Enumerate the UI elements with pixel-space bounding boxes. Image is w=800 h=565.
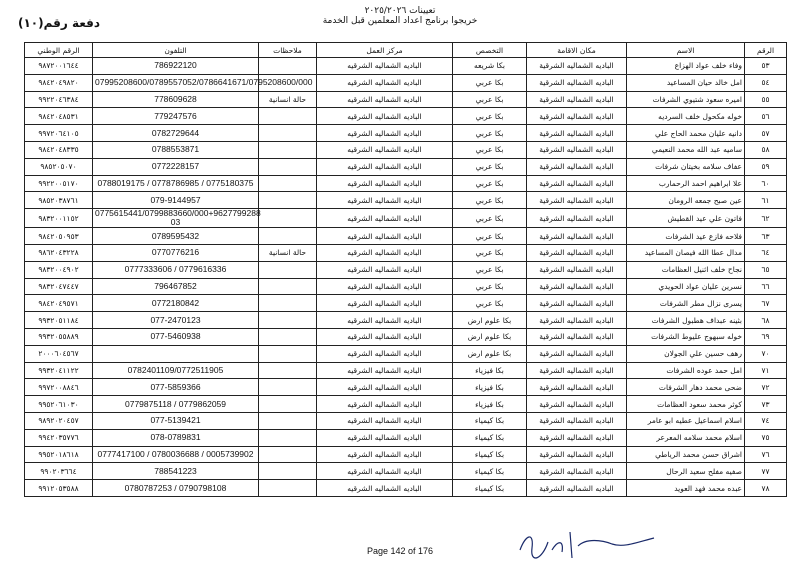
cell-num: ٥٩ <box>745 158 787 175</box>
cell-residence: الباديه الشماليه الشرقية <box>527 74 627 91</box>
cell-work: الباديه الشماليه الشرقيه <box>317 209 453 228</box>
cell-national: ٩٨٥٢٠٣٨٧٦١ <box>25 192 93 209</box>
table-row <box>25 312 787 329</box>
cell-work: الباديه الشماليه الشرقيه <box>317 158 453 175</box>
cell-residence: الباديه الشماليه الشرقية <box>527 228 627 245</box>
signature-icon <box>512 520 662 564</box>
cell-phone <box>93 345 259 362</box>
cell-national: ٩٨٤٢٠٤٨٣٣٥ <box>25 141 93 158</box>
cell-notes <box>259 446 317 463</box>
cell-notes <box>259 125 317 142</box>
table-row <box>25 396 787 413</box>
table-row <box>25 429 787 446</box>
cell-notes <box>259 175 317 192</box>
cell-name: فاتون علي عيد القطيش <box>627 209 745 228</box>
cell-work: الباديه الشماليه الشرقيه <box>317 261 453 278</box>
cell-spec: بكا عربي <box>453 175 527 192</box>
cell-num: ٧٦ <box>745 446 787 463</box>
cell-residence: الباديه الشماليه الشرقية <box>527 396 627 413</box>
cell-name: دانيه عليان محمد الحاج علي <box>627 125 745 142</box>
cell-phone: 0788019175 / 0778786985 / 0775180375 <box>93 175 259 192</box>
cell-name: ضحى محمد دهار الشرفات <box>627 379 745 396</box>
cell-work: الباديه الشماليه الشرقيه <box>317 108 453 125</box>
document-header <box>0 6 800 26</box>
cell-work: الباديه الشماليه الشرقيه <box>317 175 453 192</box>
cell-notes: حالة انسانية <box>259 91 317 108</box>
cell-spec: بكا عربي <box>453 108 527 125</box>
cell-phone: 0779875118 / 0779862059 <box>93 396 259 413</box>
table-row <box>25 158 787 175</box>
cell-name: رهف حسين علي الجولان <box>627 345 745 362</box>
cell-notes <box>259 141 317 158</box>
cell-spec: بكا كيمياء <box>453 446 527 463</box>
table-row <box>25 192 787 209</box>
cell-national: ٩٨٤٢٠٤٩٥٧١ <box>25 295 93 312</box>
cell-spec: بكا عربي <box>453 91 527 108</box>
cell-notes <box>259 312 317 329</box>
cell-spec: بكا عربي <box>453 295 527 312</box>
cell-phone: 077-2470123 <box>93 312 259 329</box>
cell-residence: الباديه الشماليه الشرقية <box>527 295 627 312</box>
col-header-num: الرقم <box>745 43 787 58</box>
cell-notes <box>259 261 317 278</box>
cell-phone: 0782401109/0772511905 <box>93 362 259 379</box>
cell-national: ٩٨٣٢٠٤٧٤٤٧ <box>25 278 93 295</box>
cell-phone: 779247576 <box>93 108 259 125</box>
cell-work: الباديه الشماليه الشرقيه <box>317 463 453 480</box>
cell-phone: 796467852 <box>93 278 259 295</box>
cell-phone: 077-5460938 <box>93 328 259 345</box>
cell-spec: بكا فيزياء <box>453 362 527 379</box>
cell-notes <box>259 480 317 497</box>
header-line-2: خريجوا برنامج اعداد المعلمين قبل الخدمة <box>322 16 478 26</box>
cell-residence: الباديه الشماليه الشرقية <box>527 244 627 261</box>
cell-national: ٩٩٠٢٠٣٦٦٤ <box>25 463 93 480</box>
cell-num: ٥٤ <box>745 74 787 91</box>
table-row <box>25 261 787 278</box>
cell-national: ٩٨٦٢٠٤٣٢٢٨ <box>25 244 93 261</box>
cell-residence: الباديه الشماليه الشرقية <box>527 429 627 446</box>
cell-name: نجاح خلف اثنيل العظامات <box>627 261 745 278</box>
cell-num: ٧٧ <box>745 463 787 480</box>
cell-spec: بكا كيمياء <box>453 480 527 497</box>
cell-num: ٦٥ <box>745 261 787 278</box>
cell-num: ٧٣ <box>745 396 787 413</box>
cell-num: ٥٥ <box>745 91 787 108</box>
cell-national: ٢٠٠٠٦٠٤٥٦٧ <box>25 345 93 362</box>
cell-notes <box>259 209 317 228</box>
table-row <box>25 244 787 261</box>
cell-phone: 0782729644 <box>93 125 259 142</box>
cell-work: الباديه الشماليه الشرقيه <box>317 446 453 463</box>
cell-name: عفاف سلامه بخيتان شرفات <box>627 158 745 175</box>
cell-num: ٦١ <box>745 192 787 209</box>
cell-phone: 077-5139421 <box>93 412 259 429</box>
cell-residence: الباديه الشماليه الشرقية <box>527 345 627 362</box>
cell-residence: الباديه الشماليه الشرقية <box>527 108 627 125</box>
cell-national: ٩٩٥٢٠٦١٠٣٠ <box>25 396 93 413</box>
cell-national: ٩٨٣٢٠٠٤٩٠٢ <box>25 261 93 278</box>
cell-national: ٩٨٥٢٠٥٠٧٠ <box>25 158 93 175</box>
cell-residence: الباديه الشماليه الشرقية <box>527 141 627 158</box>
cell-work: الباديه الشماليه الشرقيه <box>317 91 453 108</box>
cell-name: وفاء خلف عواد الهزاع <box>627 58 745 75</box>
cell-notes <box>259 158 317 175</box>
cell-notes <box>259 228 317 245</box>
table-row <box>25 480 787 497</box>
cell-national: ٩٩٧٢٠٠٨٨٤٦ <box>25 379 93 396</box>
cell-phone: 788541223 <box>93 463 259 480</box>
cell-spec: بكا فيزياء <box>453 396 527 413</box>
table-row <box>25 328 787 345</box>
cell-national: ٩٩٥٢٠١٨٦١٨ <box>25 446 93 463</box>
cell-national: ٩٩٣٢٠٤١١٢٢ <box>25 362 93 379</box>
cell-name: عين صبح جمعه الرومان <box>627 192 745 209</box>
cell-work: الباديه الشماليه الشرقيه <box>317 412 453 429</box>
cell-name: كوثر محمد سعود العظامات <box>627 396 745 413</box>
cell-notes <box>259 328 317 345</box>
cell-name: صفيه مفلح سعيد الرحال <box>627 463 745 480</box>
cell-notes <box>259 396 317 413</box>
table-row <box>25 91 787 108</box>
cell-name: خوله مكحول خلف السرديه <box>627 108 745 125</box>
cell-notes <box>259 295 317 312</box>
cell-name: مدال عطا الله فيصان المساعيد <box>627 244 745 261</box>
cell-notes <box>259 379 317 396</box>
cell-residence: الباديه الشماليه الشرقية <box>527 412 627 429</box>
cell-num: ٥٣ <box>745 58 787 75</box>
table-row <box>25 58 787 75</box>
table-row <box>25 295 787 312</box>
cell-num: ٧٢ <box>745 379 787 396</box>
cell-phone: 0780787253 / 0790798108 <box>93 480 259 497</box>
cell-national: ٩٨٤٢٠٥٠٩٥٣ <box>25 228 93 245</box>
cell-spec: بكا علوم ارض <box>453 345 527 362</box>
table-row <box>25 362 787 379</box>
table-row <box>25 125 787 142</box>
cell-residence: الباديه الشماليه الشرقية <box>527 379 627 396</box>
cell-residence: الباديه الشماليه الشرقية <box>527 328 627 345</box>
cell-spec: بكا علوم ارض <box>453 312 527 329</box>
cell-work: الباديه الشماليه الشرقيه <box>317 141 453 158</box>
cell-phone: 0777333606 / 0779616336 <box>93 261 259 278</box>
cell-name: امل حمد عوده الشرفات <box>627 362 745 379</box>
table-row <box>25 463 787 480</box>
table-row <box>25 345 787 362</box>
cell-phone: 077-5859366 <box>93 379 259 396</box>
cell-phone: 0770776216 <box>93 244 259 261</box>
cell-spec: بكا علوم ارض <box>453 328 527 345</box>
cell-num: ٧٤ <box>745 412 787 429</box>
cell-residence: الباديه الشماليه الشرقية <box>527 175 627 192</box>
cell-national: ٩٩٣٢٠٥١١٨٤ <box>25 312 93 329</box>
cell-spec: بكا فيزياء <box>453 379 527 396</box>
cell-residence: الباديه الشماليه الشرقية <box>527 278 627 295</box>
cell-work: الباديه الشماليه الشرقيه <box>317 480 453 497</box>
cell-national: ٩٩٢٢٠٠٥١٧٠ <box>25 175 93 192</box>
cell-notes <box>259 278 317 295</box>
table-row <box>25 278 787 295</box>
cell-national: ٩٩٢٢٠٤٦٣٨٤ <box>25 91 93 108</box>
cell-phone: 078-0789831 <box>93 429 259 446</box>
cell-spec: بكا عربي <box>453 192 527 209</box>
cell-residence: الباديه الشماليه الشرقية <box>527 480 627 497</box>
cell-name: اسلام اسماعيل عطيه ابو عامر <box>627 412 745 429</box>
cell-residence: الباديه الشماليه الشرقية <box>527 58 627 75</box>
cell-phone: 079-9144957 <box>93 192 259 209</box>
cell-phone: 07995208600/0789557052/0786641671/0795208600/000 <box>93 74 259 91</box>
table-header-row <box>25 43 787 58</box>
cell-national: ٩٨٤٢٠٤٨٥٣١ <box>25 108 93 125</box>
cell-phone: 0788553871 <box>93 141 259 158</box>
cell-spec: بكا كيمياء <box>453 429 527 446</box>
cell-num: ٦٢ <box>745 209 787 228</box>
table-row <box>25 228 787 245</box>
cell-work: الباديه الشماليه الشرقيه <box>317 244 453 261</box>
cell-work: الباديه الشماليه الشرقيه <box>317 58 453 75</box>
cell-notes <box>259 412 317 429</box>
cell-name: فلاحه فازع عيد الشرفات <box>627 228 745 245</box>
cell-work: الباديه الشماليه الشرقيه <box>317 278 453 295</box>
cell-num: ٦٧ <box>745 295 787 312</box>
cell-spec: بكا كيمياء <box>453 463 527 480</box>
cell-spec: بكا عربي <box>453 261 527 278</box>
cell-name: نسرين عليان عواد الحويدي <box>627 278 745 295</box>
table-body <box>25 58 787 497</box>
cell-num: ٥٨ <box>745 141 787 158</box>
cell-num: ٦٣ <box>745 228 787 245</box>
cell-num: ٦٨ <box>745 312 787 329</box>
cell-notes <box>259 362 317 379</box>
cell-name: عبده محمد فهد العويد <box>627 480 745 497</box>
cell-name: خوله سبهوج عليوط الشرفات <box>627 328 745 345</box>
cell-num: ٥٦ <box>745 108 787 125</box>
table-row <box>25 412 787 429</box>
cell-work: الباديه الشماليه الشرقيه <box>317 379 453 396</box>
cell-name: امل خالد حيان المساعيد <box>627 74 745 91</box>
cell-phone: 778609628 <box>93 91 259 108</box>
cell-phone: 0789595432 <box>93 228 259 245</box>
cell-spec: بكا شريعه <box>453 58 527 75</box>
cell-spec: بكا عربي <box>453 141 527 158</box>
cell-residence: الباديه الشماليه الشرقية <box>527 261 627 278</box>
cell-work: الباديه الشماليه الشرقيه <box>317 362 453 379</box>
cell-spec: بكا عربي <box>453 244 527 261</box>
page-footer: Page 142 of 176 <box>366 546 434 556</box>
col-header-spec: التخصص <box>453 43 527 58</box>
cell-residence: الباديه الشماليه الشرقية <box>527 158 627 175</box>
table-row <box>25 141 787 158</box>
cell-num: ٦٠ <box>745 175 787 192</box>
cell-national: ٩٩٤٢٠٣٥٧٧٦ <box>25 429 93 446</box>
cell-num: ٦٦ <box>745 278 787 295</box>
col-header-national: الرقم الوطني <box>25 43 93 58</box>
cell-notes <box>259 108 317 125</box>
cell-name: اميره سعود شتيوي الشرفات <box>627 91 745 108</box>
cell-name: علا ابراهيم احمد الرحمارب <box>627 175 745 192</box>
cell-name: اشراق حسن محمد الرياطي <box>627 446 745 463</box>
table-row <box>25 209 787 228</box>
cell-spec: بكا عربي <box>453 125 527 142</box>
table-row <box>25 379 787 396</box>
cell-num: ٦٤ <box>745 244 787 261</box>
cell-national: ٩٨٧٢٠٠١٦٤٤ <box>25 58 93 75</box>
cell-phone: 0777417100 / 0780036688 / 0005739902 <box>93 446 259 463</box>
cell-residence: الباديه الشماليه الشرقية <box>527 463 627 480</box>
cell-spec: بكا عربي <box>453 278 527 295</box>
cell-work: الباديه الشماليه الشرقيه <box>317 312 453 329</box>
cell-name: ساميه عبد الله محمد النعيمي <box>627 141 745 158</box>
cell-num: ٧٨ <box>745 480 787 497</box>
cell-national: ٩٨٩٢٠٢٠٤٥٧ <box>25 412 93 429</box>
col-header-residence: مكان الاقامة <box>527 43 627 58</box>
cell-name: اسلام محمد سلامه المعرعر <box>627 429 745 446</box>
cell-residence: الباديه الشماليه الشرقية <box>527 209 627 228</box>
table-row <box>25 175 787 192</box>
cell-residence: الباديه الشماليه الشرقية <box>527 446 627 463</box>
cell-num: ٥٧ <box>745 125 787 142</box>
col-header-name: الاسم <box>627 43 745 58</box>
cell-residence: الباديه الشماليه الشرقية <box>527 312 627 329</box>
cell-name: بثينه عبداف هطبول الشرفات <box>627 312 745 329</box>
cell-national: ٩٩٣٢٠٥٥٨٨٩ <box>25 328 93 345</box>
table-row <box>25 108 787 125</box>
cell-work: الباديه الشماليه الشرقيه <box>317 328 453 345</box>
cell-work: الباديه الشماليه الشرقيه <box>317 228 453 245</box>
cell-work: الباديه الشماليه الشرقيه <box>317 345 453 362</box>
cell-residence: الباديه الشماليه الشرقية <box>527 91 627 108</box>
cell-phone: 786922120 <box>93 58 259 75</box>
cell-notes <box>259 429 317 446</box>
appointments-table <box>24 42 787 497</box>
cell-notes <box>259 345 317 362</box>
cell-notes <box>259 58 317 75</box>
cell-name: يسرى نزال مطر الشرفات <box>627 295 745 312</box>
cell-num: ٧٥ <box>745 429 787 446</box>
cell-notes <box>259 192 317 209</box>
cell-phone: 0775615441/0799883660/000+9627799288 03 <box>93 209 259 228</box>
cell-residence: الباديه الشماليه الشرقية <box>527 125 627 142</box>
cell-notes <box>259 463 317 480</box>
cell-num: ٦٩ <box>745 328 787 345</box>
cell-residence: الباديه الشماليه الشرقية <box>527 362 627 379</box>
col-header-work: مركز العمل <box>317 43 453 58</box>
cell-spec: بكا كيمياء <box>453 412 527 429</box>
cell-national: ٩٨٤٢٠٤٩٨٢٠ <box>25 74 93 91</box>
cell-phone: 0772180842 <box>93 295 259 312</box>
appointments-table-wrapper <box>24 42 786 497</box>
cell-work: الباديه الشماليه الشرقيه <box>317 295 453 312</box>
cell-spec: بكا عربي <box>453 209 527 228</box>
table-row <box>25 74 787 91</box>
cell-work: الباديه الشماليه الشرقيه <box>317 74 453 91</box>
cell-spec: بكا عربي <box>453 228 527 245</box>
cell-work: الباديه الشماليه الشرقيه <box>317 192 453 209</box>
cell-num: ٧٠ <box>745 345 787 362</box>
col-header-phone: التلفون <box>93 43 259 58</box>
cell-spec: بكا عربي <box>453 158 527 175</box>
cell-work: الباديه الشماليه الشرقيه <box>317 429 453 446</box>
cell-residence: الباديه الشماليه الشرقية <box>527 192 627 209</box>
cell-national: ٩٩١٢٠٥٣٥٨٨ <box>25 480 93 497</box>
cell-national: ٩٩٧٢٠٦٤١٠٥ <box>25 125 93 142</box>
cell-spec: بكا عربي <box>453 74 527 91</box>
batch-number: دفعة رقم(١٠) <box>18 16 101 30</box>
cell-national: ٩٨٣٢٠٠١١٥٢ <box>25 209 93 228</box>
cell-work: الباديه الشماليه الشرقيه <box>317 396 453 413</box>
cell-notes: حالة انسانية <box>259 244 317 261</box>
table-row <box>25 446 787 463</box>
cell-phone: 0772228157 <box>93 158 259 175</box>
col-header-notes: ملاحظات <box>259 43 317 58</box>
cell-work: الباديه الشماليه الشرقيه <box>317 125 453 142</box>
cell-num: ٧١ <box>745 362 787 379</box>
header-line-1: تعيينات ٢٠٢٥/٢٠٢٦ <box>364 6 436 16</box>
